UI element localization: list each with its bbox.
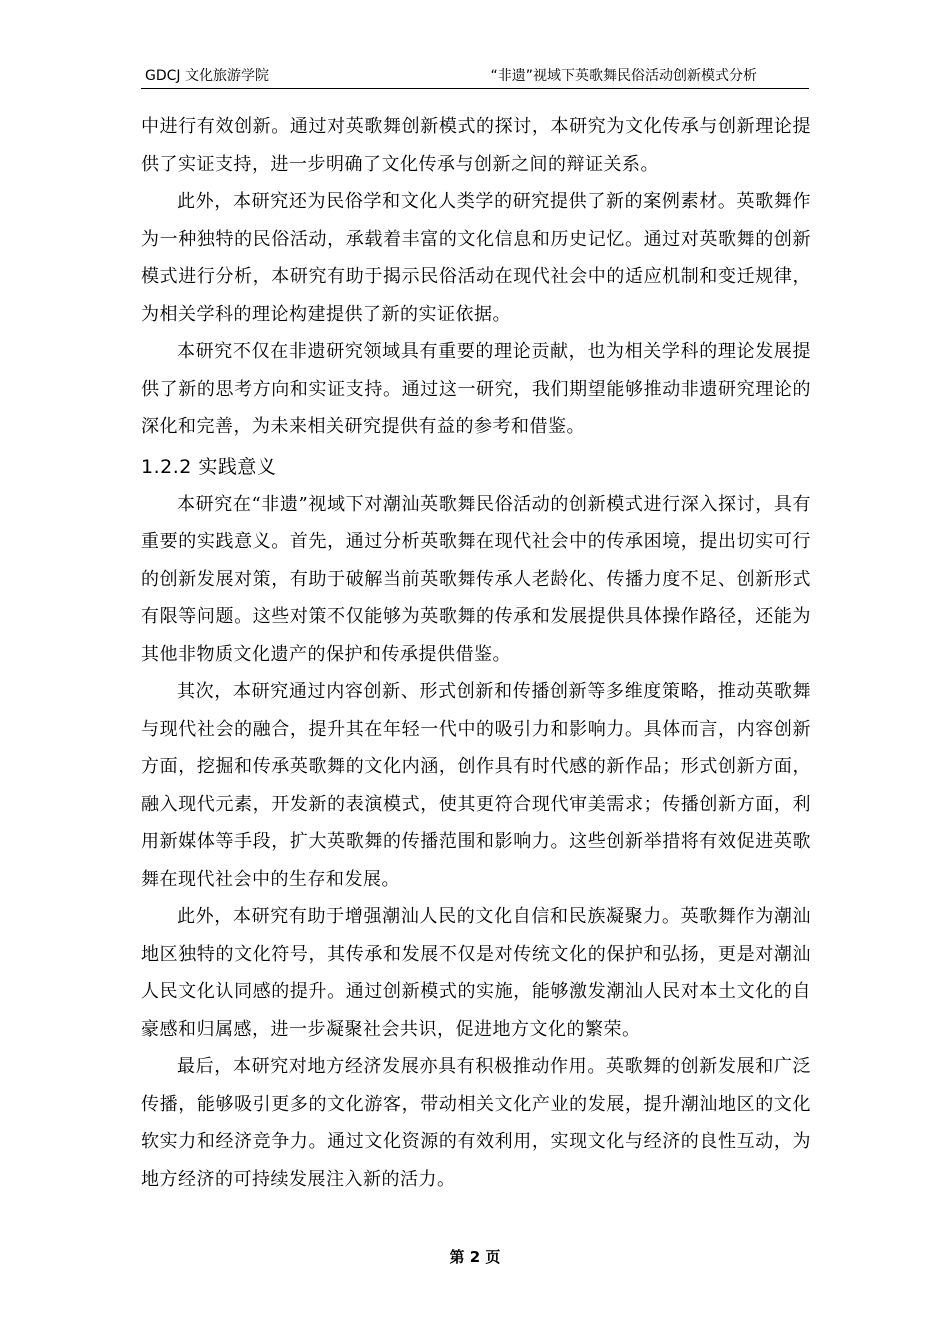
section-heading: 1.2.2 实践意义 xyxy=(141,455,277,478)
paragraph: 其次，本研究通过内容创新、形式创新和传播创新等多维度策略，推动英歌舞与现代社会的融合，提升其在年轻一代中的吸引力和影响力。具体而言，内容创新方面，挖掘和传承英歌舞的文化内涵，创作具有时代感的新作品；形式创新方面，融入现代元素，开发新的表演模式，使其更符合现代审美需求；传播创新方面，利用新媒体等手段，扩大英歌舞的传播范围和影响力。这些创新举措将有效促进英歌舞在现代社会中的生存和发展。 xyxy=(141,681,811,890)
header-document-title: “非遗”视域下英歌舞民俗活动创新模式分析 xyxy=(490,68,757,84)
paragraph: 此外，本研究还为民俗学和文化人类学的研究提供了新的案例素材。英歌舞作为一种独特的民俗活动，承载着丰富的文化信息和历史记忆。通过对英歌舞的创新模式进行分析，本研究有助于揭示民俗活动在现代社会中的适应机制和变迁规律，为相关学科的理论构建提供了新的实证依据。 xyxy=(141,191,811,325)
page-header xyxy=(141,62,809,89)
paragraph: 本研究不仅在非遗研究领域具有重要的理论贡献，也为相关学科的理论发展提供了新的思考方向和实证支持。通过这一研究，我们期望能够推动非遗研究理论的深化和完善，为未来相关研究提供有益的参考和借鉴。 xyxy=(141,341,811,437)
paragraph-continued: 中进行有效创新。通过对英歌舞创新模式的探讨，本研究为文化传承与创新理论提供了实证支持，进一步明确了文化传承与创新之间的辩证关系。 xyxy=(141,116,811,175)
paragraph: 本研究在“非遗”视域下对潮汕英歌舞民俗活动的创新模式进行深入探讨，具有重要的实践意义。首先，通过分析英歌舞在现代社会中的传承困境，提出切实可行的创新发展对策，有助于破解当前英歌舞传承人老龄化、传播力度不足、创新形式有限等问题。这些对策不仅能够为英歌舞的传承和发展提供具体操作路径，还能为其他非物质文化遗产的保护和传承提供借鉴。 xyxy=(141,493,811,665)
paragraph: 最后，本研究对地方经济发展亦具有积极推动作用。英歌舞的创新发展和广泛传播，能够吸引更多的文化游客，带动相关文化产业的发展，提升潮汕地区的文化软实力和经济竞争力。通过文化资源的有效利用，实现文化与经济的良性互动，为地方经济的可持续发展注入新的活力。 xyxy=(141,1056,811,1190)
page-number: 第 2 页 xyxy=(449,1248,501,1266)
header-institution: GDCJ 文化旅游学院 xyxy=(145,68,269,84)
paragraph: 此外，本研究有助于增强潮汕人民的文化自信和民族凝聚力。英歌舞作为潮汕地区独特的文化符号，其传承和发展不仅是对传统文化的保护和弘扬，更是对潮汕人民文化认同感的提升。通过创新模式的实施，能够激发潮汕人民对本土文化的自豪感和归属感，进一步凝聚社会共识，促进地方文化的繁荣。 xyxy=(141,906,811,1040)
document-body xyxy=(141,108,811,1198)
